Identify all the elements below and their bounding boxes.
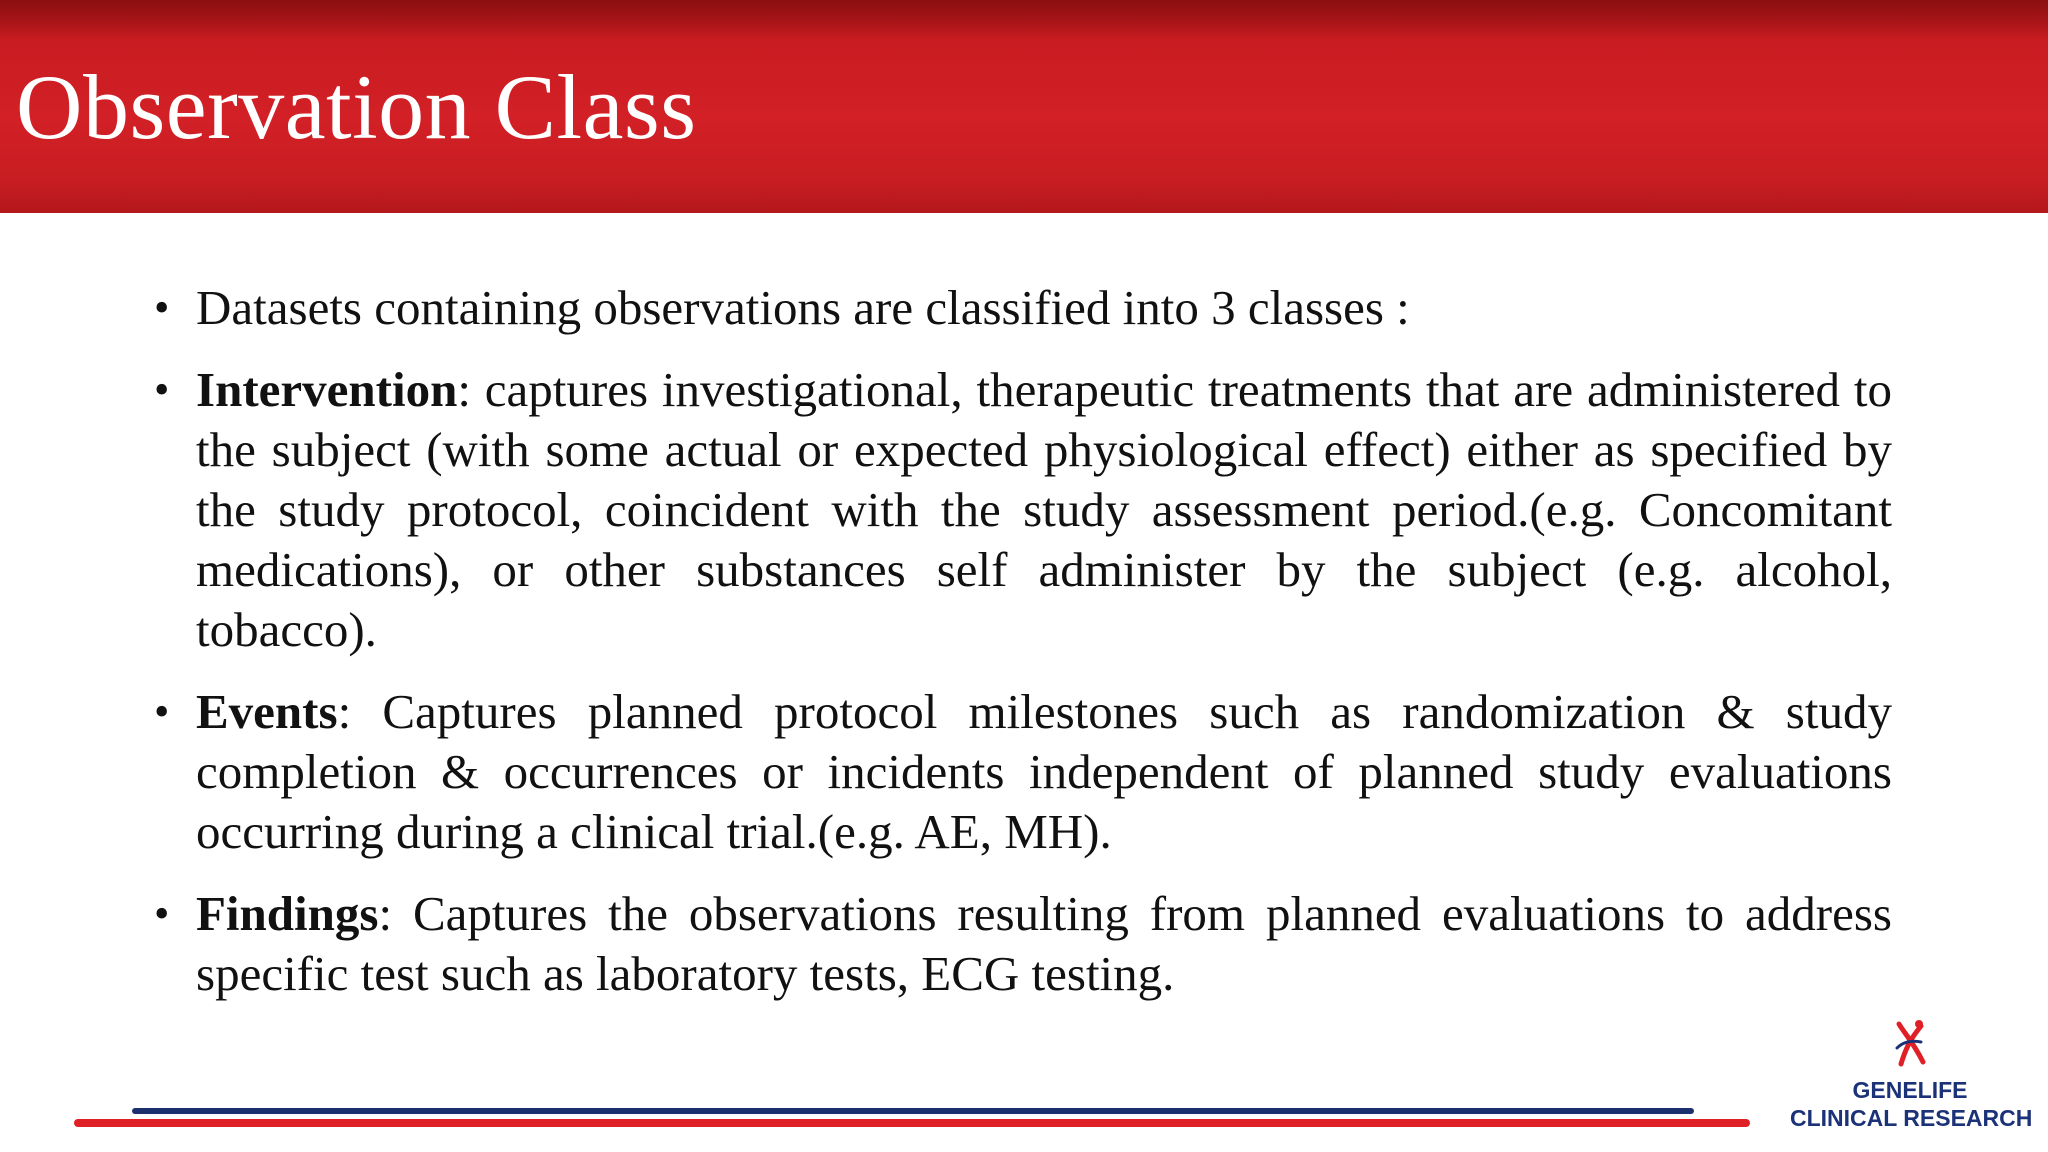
bullet-text: : captures investigational, therapeutic treatments that are administered to the subject (with some actual or expected physiological effect) either as specified by the study protocol, coincident with the study assessment period.(e.g. Concomitant medications), or other substances self administer by the subject (e.g. alcohol, tobacco). xyxy=(196,362,1892,657)
bullet-item xyxy=(150,278,1892,338)
footer-divider-red xyxy=(74,1119,1750,1127)
footer-divider-blue xyxy=(132,1108,1694,1114)
company-logo xyxy=(1790,1018,2033,1146)
genelife-figure-icon xyxy=(1887,1018,1933,1070)
bullet-symbol: • xyxy=(154,365,170,414)
bullet-symbol: • xyxy=(154,283,170,332)
bullet-term: Intervention xyxy=(196,362,458,417)
bullet-symbol: • xyxy=(154,889,170,938)
bullet-text: : Captures planned protocol milestones such as randomization & study completion & occurrences or incidents independent of planned study evaluations occurring during a clinical trial.(e.g. AE, MH). xyxy=(196,684,1892,859)
bullet-text: Datasets containing observations are classified into 3 classes : xyxy=(196,280,1410,335)
bullet-text: : Captures the observations resulting from planned evaluations to address specific test such as laboratory tests, ECG testing. xyxy=(196,886,1892,1001)
bullet-item-intervention xyxy=(150,360,1892,660)
bullet-list xyxy=(150,278,1892,1004)
bullet-term: Events xyxy=(196,684,338,739)
logo-text-genelife: GENELIFE xyxy=(1852,1077,1968,1103)
bullet-item-findings xyxy=(150,884,1892,1004)
title-bar xyxy=(0,0,2048,213)
bullet-term: Findings xyxy=(196,886,379,941)
bullet-symbol: • xyxy=(154,687,170,736)
slide-title: Observation Class xyxy=(16,56,697,158)
bullet-item-events xyxy=(150,682,1892,862)
logo-text-clinical-research: CLINICAL RESEARCH xyxy=(1790,1105,2033,1131)
